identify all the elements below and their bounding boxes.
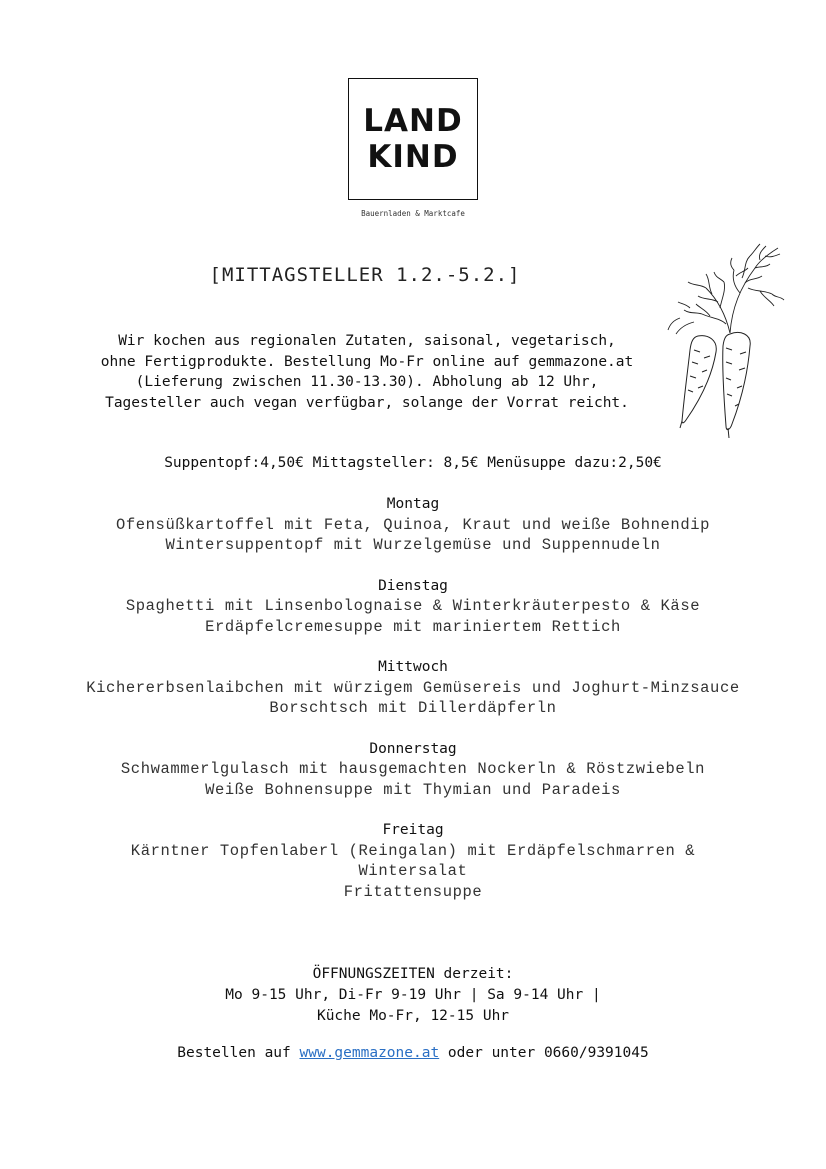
day-monday [0, 494, 826, 556]
main-dish: Schwammerlgulasch mit hausgemachten Nockerln & Röstzwiebeln [120, 760, 706, 778]
menu-heading: [MITTAGSTELLER 1.2.-5.2.] [209, 264, 521, 286]
day-wednesday [0, 657, 826, 719]
day-tuesday [0, 576, 826, 638]
order-suffix: oder unter 0660/9391045 [447, 1045, 649, 1061]
opening-hours [0, 964, 826, 1027]
order-info [0, 1045, 826, 1061]
order-prefix: Bestellen auf [177, 1045, 291, 1061]
day-friday [0, 820, 826, 902]
day-name: Donnerstag [369, 740, 457, 757]
soup: Erdäpfelcremesuppe mit mariniertem Rettich [205, 617, 621, 636]
intro-text: Wir kochen aus regionalen Zutaten, saisonal, vegetarisch, ohne Fertigprodukte. Bestellung Mo-Fr online auf gemmazone.at (Lieferung zwischen 11.30-13.30). Abholung ab 12 Uhr, Tagesteller auch vegan verfügbar, solange der Vorrat reicht. [100, 333, 634, 411]
logo-line-1: LAND [363, 103, 463, 139]
gemmazone-link[interactable]: www.gemmazone.at [299, 1045, 440, 1061]
soup: Fritattensuppe [343, 882, 483, 901]
day-name: Montag [386, 496, 440, 512]
weekly-menu [0, 494, 826, 922]
soup: Wintersuppentopf mit Wurzelgemüse und Suppennudeln [165, 536, 661, 554]
price-line: Suppentopf:4,50€ Mittagsteller: 8,5€ Menüsuppe dazu:2,50€ [164, 455, 662, 471]
opening-hours-line-1: Mo 9-15 Uhr, Di-Fr 9-19 Uhr | Sa 9-14 Uhr | [225, 987, 601, 1003]
main-dish: Kärntner Topfenlaberl (Reingalan) mit Erdäpfelschmarren & Wintersalat [130, 841, 696, 880]
logo [348, 78, 478, 200]
main-dish: Ofensüßkartoffel mit Feta, Quinoa, Kraut und weiße Bohnendip [115, 515, 711, 534]
logo-tagline: Bauernladen & Marktcafe [361, 209, 465, 218]
opening-hours-line-2: Küche Mo-Fr, 12-15 Uhr [316, 1008, 510, 1024]
main-dish: Spaghetti mit Linsenbolognaise & Winterkräuterpesto & Käse [125, 597, 701, 615]
day-name: Freitag [382, 822, 444, 838]
carrot-illustration [660, 238, 785, 443]
main-dish: Kichererbsenlaibchen mit würzigem Gemüsereis und Joghurt-Minzsauce [86, 678, 740, 697]
soup: Weiße Bohnensuppe mit Thymian und Paradeis [205, 780, 621, 799]
day-name: Mittwoch [378, 659, 448, 675]
logo-line-2: KIND [367, 139, 459, 175]
day-thursday [0, 739, 826, 801]
opening-hours-title: ÖFFNUNGSZEITEN derzeit: [312, 966, 514, 982]
soup: Borschtsch mit Dillerdäpferln [269, 699, 557, 717]
day-name: Dienstag [378, 577, 448, 594]
